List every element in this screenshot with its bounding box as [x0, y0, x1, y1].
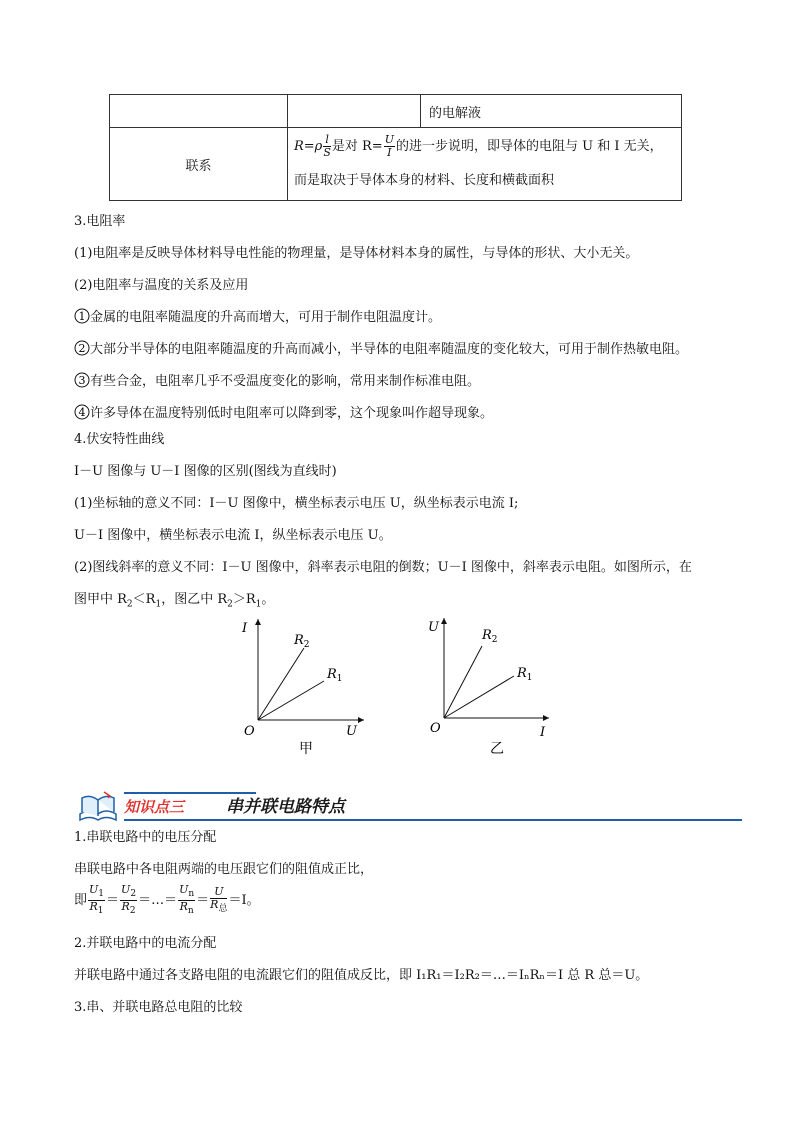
section-heading: 1.串联电路中的电压分配	[74, 830, 217, 845]
text: 即	[74, 893, 88, 909]
fraction	[210, 886, 227, 915]
fraction-denominator: S	[323, 146, 331, 159]
fraction-numerator: $U_2$	[121, 883, 137, 900]
fraction-numerator: U	[384, 133, 394, 146]
section-heading: 3.电阻率	[74, 214, 126, 229]
paragraph: (2)电阻率与温度的关系及应用	[74, 278, 249, 293]
paragraph: (1)坐标轴的意义不同：I－U 图像中，横坐标表示电压 U，纵坐标表示电流 I;	[74, 496, 519, 511]
fraction-numerator: $U_1$	[89, 883, 105, 900]
text: 。	[261, 592, 275, 607]
line-label-r2: $R_2$	[294, 633, 310, 650]
line-label-r1: $R_1$	[327, 667, 343, 684]
x-axis-label: U	[346, 724, 357, 739]
list-item	[74, 306, 441, 325]
fraction-denominator: $R_n$	[179, 900, 194, 917]
voltage-ratio-equation: 即 $\frac{U_1}{R_1}$ ＝ $\frac{U_2}{R_2}$ ＝…＝ $\frac{U_n}{R_n}$ ＝ $\frac{U}{R_总}$ ＝I。	[74, 883, 260, 917]
fraction	[178, 884, 195, 917]
table-cell	[288, 128, 682, 201]
list-item	[74, 402, 493, 421]
list-item-text: 有些合金，电阻率几乎不受温度变化的影响，常用来制作标准电阻。	[90, 374, 481, 389]
book-icon	[76, 788, 120, 824]
subscript: 1	[155, 599, 162, 610]
formula-text: R=ρ	[294, 139, 323, 154]
text: ，图乙中 R	[161, 592, 228, 607]
fraction	[120, 884, 137, 917]
y-axis-label: U	[428, 620, 439, 635]
text: ＞R	[232, 592, 256, 607]
section-heading: 2.并联电路中的电流分配	[74, 936, 217, 951]
y-axis-label: I	[242, 621, 248, 636]
subscript: 2	[126, 599, 133, 610]
graph-caption: 乙	[490, 741, 504, 757]
fraction-denominator: $R_1$	[89, 900, 104, 917]
line-label-r1: $R_1$	[517, 666, 533, 683]
paragraph: 并联电路中通过各支路电阻的电流跟它们的阻值成反比，即 I₁R₁＝I₂R₂＝…＝IₙRₙ＝I 总 R 总＝U。	[74, 968, 649, 983]
circled-number-icon	[74, 308, 90, 324]
circled-number: 1	[78, 310, 86, 323]
list-item	[74, 338, 688, 357]
fraction-numerator: U	[210, 886, 227, 899]
table-cell-text: 的电解液	[429, 105, 482, 121]
text: ＜R	[132, 592, 156, 607]
fraction-numerator: $U_n$	[179, 883, 195, 900]
fraction	[88, 884, 105, 917]
section-heading: 3.串、并联电路总电阻的比较	[74, 1000, 243, 1015]
knowledge-point-badge: 知识点三	[124, 798, 185, 816]
x-axis-label: I	[540, 725, 546, 740]
circled-number: 4	[78, 406, 86, 419]
circled-number-icon	[74, 372, 90, 388]
text: ＝I。	[228, 893, 260, 909]
paragraph: 串联电路中各电阻两端的电压跟它们的阻值成正比，	[74, 862, 374, 877]
origin-label: O	[430, 721, 441, 736]
line-r1	[258, 681, 324, 720]
line-r1	[444, 676, 514, 718]
circled-number: 3	[78, 374, 86, 387]
fraction-denominator: $R_总$	[210, 898, 228, 915]
text: 图甲中 R	[74, 592, 127, 607]
paragraph: U－I 图像中，横坐标表示电流 I，纵坐标表示电压 U。	[74, 528, 392, 543]
circled-number-icon	[74, 404, 90, 420]
paragraph	[74, 588, 274, 610]
list-item-text: 大部分半导体的电阻率随温度的升高而减小，半导体的电阻率随温度的变化较大，可用于制作热敏电阻。	[90, 342, 689, 357]
text: ＝…＝	[138, 893, 178, 909]
list-item-text: 许多导体在温度特别低时电阻率可以降到零，这个现象叫作超导现象。	[90, 406, 494, 421]
line-r2	[258, 648, 304, 720]
iu-graph	[236, 615, 371, 760]
fraction	[384, 134, 395, 159]
fraction-numerator: l	[323, 134, 331, 147]
paragraph: I－U 图像与 U－I 图像的区别(图线为直线时)	[74, 464, 337, 479]
paragraph: (1)电阻率是反映导体材料导电性能的物理量，是导体材料本身的属性，与导体的形状、大小无关。	[74, 246, 639, 261]
list-item-text: 金属的电阻率随温度的升高而增大，可用于制作电阻温度计。	[90, 310, 442, 325]
subscript: 2	[227, 599, 233, 610]
section-title: 串并联电路特点	[226, 797, 345, 817]
fraction	[323, 134, 331, 159]
table-row	[110, 95, 682, 128]
table-row	[110, 128, 682, 201]
table-cell	[288, 95, 421, 128]
list-item	[74, 370, 480, 389]
circled-number-icon	[74, 340, 90, 356]
formula-text: 是对 R=	[331, 139, 383, 154]
paragraph: (2)图线斜率的意义不同：I－U 图像中，斜率表示电阻的倒数；U－I 图像中，斜率表示电阻。如图所示，在	[74, 560, 692, 575]
subscript: 1	[255, 599, 262, 610]
circled-number: 2	[78, 342, 86, 355]
origin-label: O	[244, 724, 255, 739]
line-label-r2: $R_2$	[482, 628, 498, 645]
ui-graph	[426, 612, 561, 760]
section-banner	[74, 786, 742, 826]
table-cell	[110, 95, 288, 128]
line-r2	[444, 646, 482, 718]
section-heading: 4.伏安特性曲线	[74, 432, 165, 447]
relation-line-2: 而是取决于导体本身的材料、长度和横截面积	[294, 173, 555, 188]
fraction-denominator: I	[387, 146, 392, 159]
relation-line-1	[294, 130, 675, 164]
banner-underline	[124, 819, 742, 821]
fraction-denominator: $R_2$	[121, 900, 136, 917]
comparison-table	[109, 94, 682, 201]
graph-caption: 甲	[299, 741, 313, 757]
table-cell-label: 联系	[110, 128, 288, 201]
table-cell	[421, 95, 682, 128]
formula-text: 的进一步说明，即导体的电阻与 U 和 I 无关，	[395, 139, 663, 154]
